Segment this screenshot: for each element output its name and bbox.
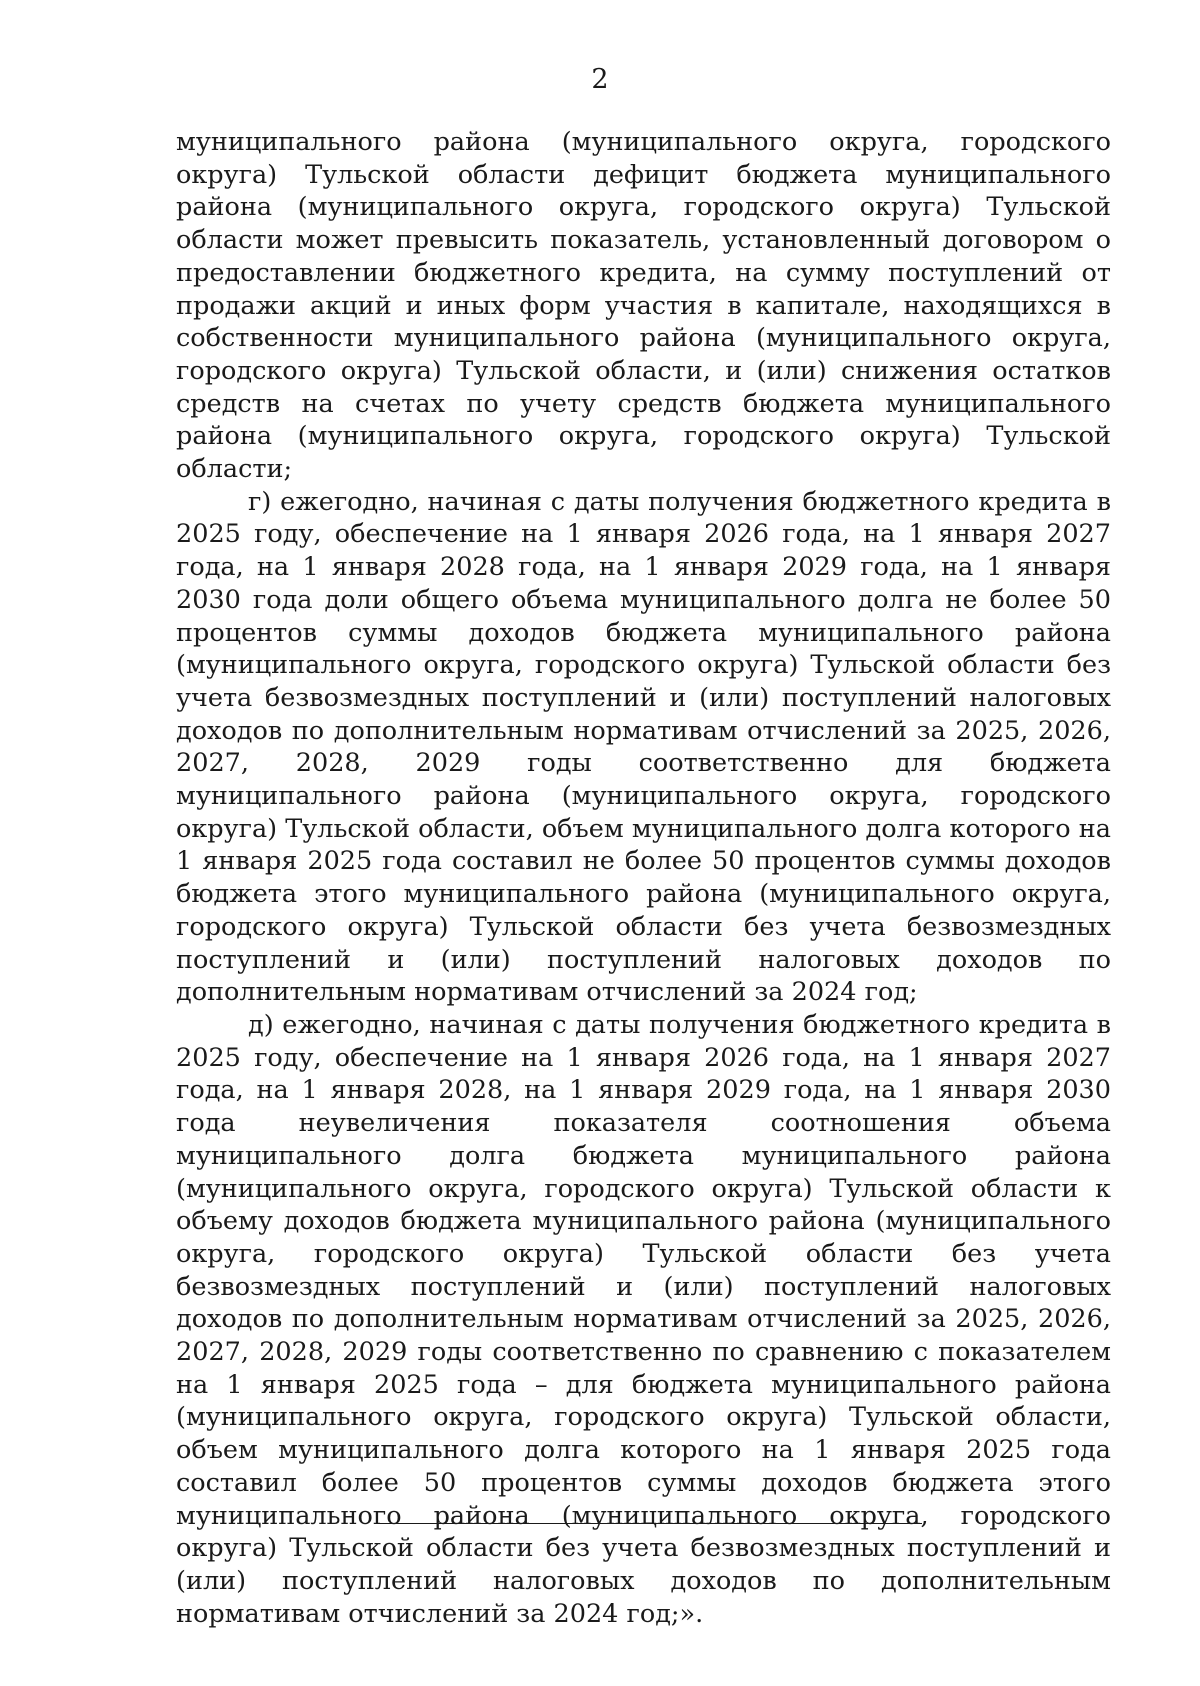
paragraph-item-g: г) ежегодно, начиная с даты получения бюджетного кредита в 2025 году, обеспечение на 1 января 2026 года, на 1 января 2027 года, на 1 января 2028 года, на 1 января 2029 года, на 1 января 2030 года доли общего объема муниципального долга не более 50 процентов суммы доходов бюджета муниципального района (муниципального округа, городского округа) Тульской области без учета безвозмездных поступлений и (или) поступлений налоговых доходов по дополнительным нормативам отчислений за 2025, 2026, 2027, 2028, 2029 годы соответственно для бюджета муниципального района (муниципального округа, городского округа) Тульской области, объем муниципального долга которого на 1 января 2025 года составил не более 50 процентов суммы доходов бюджета этого муниципального района (муниципального округа, городского округа) Тульской области без учета безвозмездных поступлений и (или) поступлений налоговых доходов по дополнительным нормативам отчислений за 2024 год; [176, 486, 1111, 1008]
end-of-text-rule [374, 1523, 922, 1524]
page-number: 2 [591, 64, 609, 95]
document-body [176, 126, 1111, 1630]
paragraph-item-d: д) ежегодно, начиная с даты получения бюджетного кредита в 2025 году, обеспечение на 1 января 2026 года, на 1 января 2027 года, на 1 января 2028, на 1 января 2029 года, на 1 января 2030 года неувеличения показателя соотношения объема муниципального долга бюджета муниципального района (муниципального округа, городского округа) Тульской области к объему доходов бюджета муниципального района (муниципального округа, городского округа) Тульской области без учета безвозмездных поступлений и (или) поступлений налоговых доходов по дополнительным нормативам отчислений за 2025, 2026, 2027, 2028, 2029 годы соответственно по сравнению с показателем на 1 января 2025 года – для бюджета муниципального района (муниципального округа, городского округа) Тульской области, объем муниципального долга которого на 1 января 2025 года составил более 50 процентов суммы доходов бюджета этого муниципального района (муниципального округа, городского округа) Тульской области без учета безвозмездных поступлений и (или) поступлений налоговых доходов по дополнительным нормативам отчислений за 2024 год;». [176, 1009, 1111, 1629]
paragraph-continuation: муниципального района (муниципального округа, городского округа) Тульской области дефицит бюджета муниципального района (муниципального округа, городского округа) Тульской области может превысить показатель, установленный договором о предоставлении бюджетного кредита, на сумму поступлений от продажи акций и иных форм участия в капитале, находящихся в собственности муниципального района (муниципального округа, городского округа) Тульской области, и (или) снижения остатков средств на счетах по учету средств бюджета муниципального района (муниципального округа, городского округа) Тульской области; [176, 127, 1111, 485]
